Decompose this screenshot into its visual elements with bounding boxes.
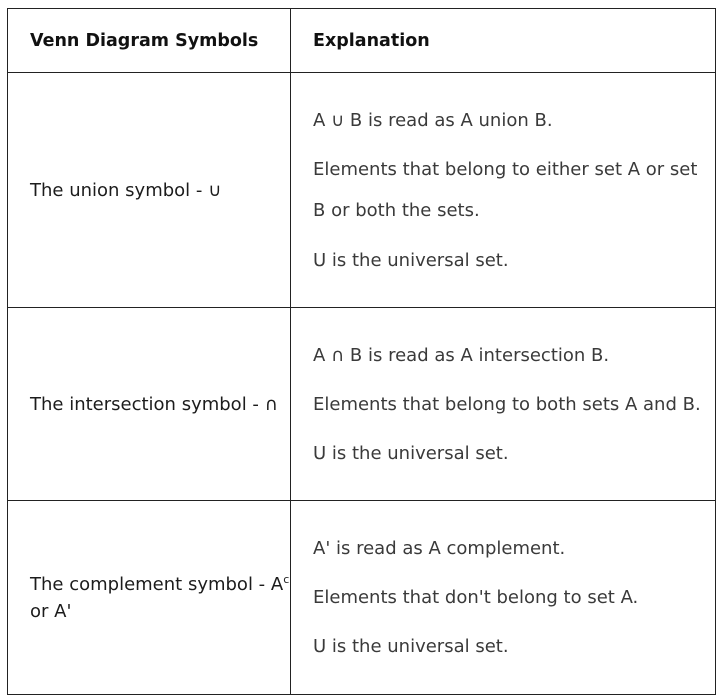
complement-symbol-suffix: or A' (30, 600, 72, 622)
complement-symbol-cell (8, 501, 291, 695)
complement-explanation-cell (291, 501, 716, 695)
header-symbols: Venn Diagram Symbols (8, 9, 291, 73)
intersection-universal: U is the universal set. (313, 442, 509, 464)
union-symbol-cell (8, 73, 291, 308)
complement-superscript: c (283, 572, 290, 586)
intersection-symbol-label: The intersection symbol - ∩ (30, 393, 278, 415)
table-row-union (8, 73, 716, 308)
intersection-symbol-cell (8, 308, 291, 501)
table-header-row (8, 9, 716, 73)
table-row-complement (8, 501, 716, 695)
complement-meaning: Elements that don't belong to set A. (313, 587, 639, 608)
intersection-meaning: Elements that belong to both sets A and B. (313, 393, 701, 415)
complement-symbol-label (30, 574, 289, 622)
table-row-intersection (8, 308, 716, 501)
venn-symbols-table (7, 8, 716, 695)
complement-universal: U is the universal set. (313, 636, 509, 657)
complement-symbol-prefix: The complement symbol - A (30, 573, 284, 595)
union-universal: U is the universal set. (313, 249, 509, 271)
intersection-explanation-cell (291, 308, 716, 501)
union-read-as: A ∪ B is read as A union B. (313, 109, 553, 131)
complement-read-as: A' is read as A complement. (313, 538, 566, 559)
union-explanation-cell (291, 73, 716, 308)
union-meaning: Elements that belong to either set A or set B or both the sets. (313, 158, 698, 221)
union-symbol-label: The union symbol - ∪ (30, 179, 222, 201)
intersection-read-as: A ∩ B is read as A intersection B. (313, 344, 610, 366)
header-explanation: Explanation (291, 9, 716, 73)
